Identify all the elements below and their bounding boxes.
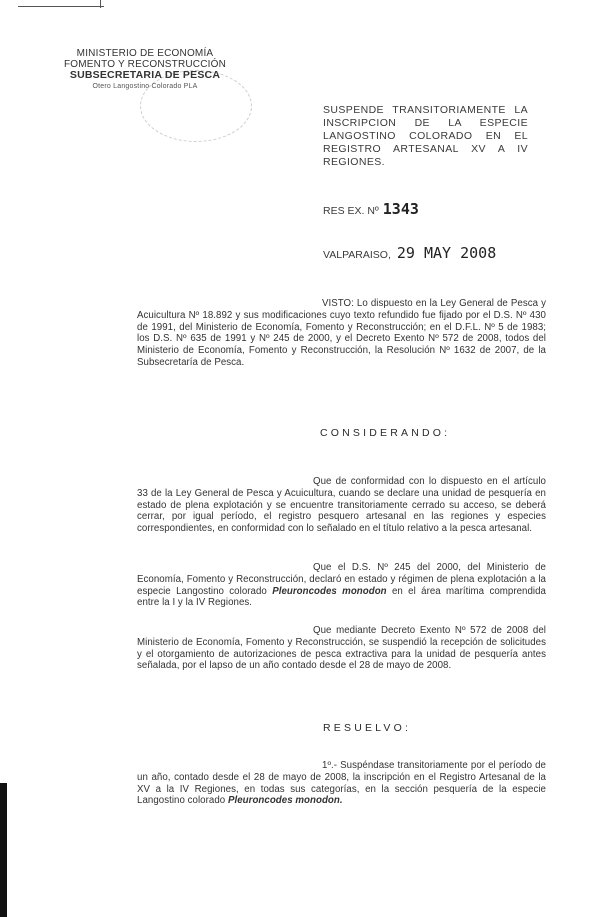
considerando-p2-text: Que el D.S. Nº 245 del 2000, del Ministerio de Economía, Fomento y Reconstrucción, declaró en estado y régimen de plena explotación a la especie Langostino colorado bbox=[137, 562, 546, 597]
date-stamp: 29 MAY 2008 bbox=[396, 244, 497, 262]
resolution-number-line bbox=[323, 200, 419, 218]
species-name: Pleuroncodes monodon. bbox=[227, 795, 343, 807]
resuelvo-paragraph-1 bbox=[137, 760, 546, 807]
considerando-heading: CONSIDERANDO: bbox=[320, 427, 451, 439]
date-line bbox=[323, 244, 496, 262]
letterhead-subsecretaria: SUBSECRETARIA DE PESCA bbox=[69, 69, 221, 81]
letterhead-reference: Otero Langostino Colorado PLA bbox=[92, 83, 198, 90]
resolution-number: 1343 bbox=[382, 200, 419, 218]
letterhead-ministry: MINISTERIO DE ECONOMÍA bbox=[76, 48, 214, 59]
considerando-paragraph-2 bbox=[137, 562, 546, 609]
resuelvo-heading: RESUELVO: bbox=[323, 722, 412, 734]
scan-mark bbox=[100, 0, 101, 8]
considerando-p3: Que mediante Decreto Exento Nº 572 de 2008 del Ministerio de Economía, Fomento y Reconstrucción, se suspendió la recepción de solicitudes y el otorgamiento de autorizaciones de pesca extractiva para la unidad de pesquería antes señalada, por el lapso de un año contado desde el 28 de mayo de 2008. bbox=[137, 625, 546, 672]
resuelvo-p1-text: 1º.- Suspéndase transitoriamente por el período de un año, contado desde el 28 de mayo de 2008, la inscripción en el Registro Artesanal de la XV a la IV Regiones, en todas sus categorías, en la sección pesquería de la especie Langostino colorado bbox=[137, 760, 546, 807]
considerando-paragraph-1 bbox=[137, 476, 546, 535]
visto-paragraph bbox=[137, 298, 546, 369]
document-subject: SUSPENDE TRANSITORIAMENTE LA INSCRIPCION DE LA ESPECIE LANGOSTINO COLORADO EN EL REGISTRO ARTESANAL XV A IV REGIONES. bbox=[323, 104, 528, 168]
visto-text: Lo dispuesto en la Ley General de Pesca y Acuicultura Nº 18.892 y sus modificaciones cuyo texto refundido fue fijado por el D.S. Nº 430 de 1991, del Ministerio de Economía, Fomento y Reconstrucción; en el D.F.L. Nº 5 de 1983; los D.S. Nº 635 de 1991 y Nº 245 de 2000, y el Decreto Exento Nº 572 de 2008, todos del Ministerio de Economía, Fomento y Reconstrucción, la Resolución Nº 1632 de 2007, de la Subsecretaría de Pesca. bbox=[137, 298, 546, 368]
scan-mark bbox=[18, 6, 104, 7]
faded-stamp bbox=[140, 70, 252, 142]
considerando-p1: Que de conformidad con lo dispuesto en el artículo 33 de la Ley General de Pesca y Acuicultura, cuando se declare una unidad de pesquería en estado de plena explotación y se encuentre transitoriamente cerrado su acceso, se deberá cerrar, por igual período, el registro pesquero artesanal en las regiones y especies correspondientes, en conformidad con lo señalado en el título relativo a la pesca artesanal. bbox=[137, 476, 546, 535]
considerando-paragraph-3 bbox=[137, 625, 546, 672]
considerando-p2-text-end: en el área marítima comprendida entre la I y la IV Regiones. bbox=[137, 585, 546, 609]
letterhead-ministry-2: FOMENTO Y RECONSTRUCCIÓN bbox=[63, 59, 227, 70]
scan-edge-shadow bbox=[0, 783, 7, 917]
visto-lead: VISTO: bbox=[322, 298, 354, 309]
resolution-label: RES EX. Nº bbox=[323, 205, 379, 217]
species-name: Pleuroncodes monodon bbox=[272, 585, 387, 597]
date-city: VALPARAISO, bbox=[323, 249, 391, 261]
